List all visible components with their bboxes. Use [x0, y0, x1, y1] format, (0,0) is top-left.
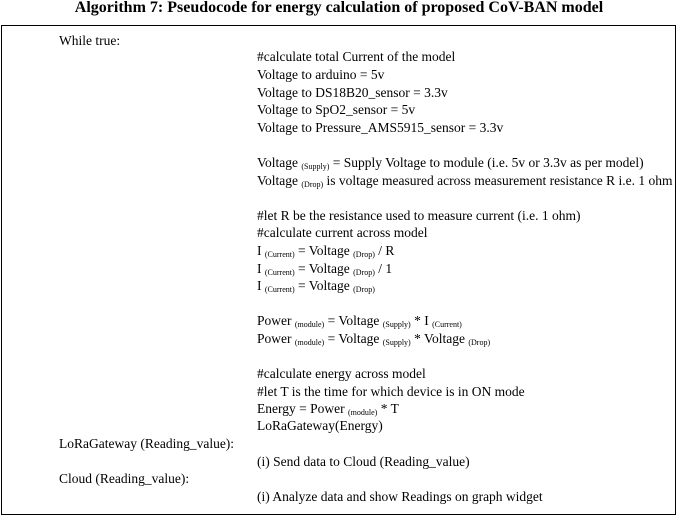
lora-energy-call: LoRaGateway(Energy)	[257, 418, 383, 433]
current-eq-2: I $_{(Current)}$ = Voltage $_{(Drop)}$ / 1	[257, 261, 393, 277]
power-eq-2: Power $_{(module)}$ = Voltage $_{(Supply)}$ * Voltage $_{(Drop)}$	[257, 331, 491, 347]
voltage-drop-def: Voltage $_{(Drop)}$ is voltage measured across measurement resistance R i.e. 1 ohm	[257, 173, 673, 189]
while-true-line: While true:	[59, 33, 121, 48]
voltage-supply-def: Voltage $_{(Supply)}$ = Supply Voltage to module (i.e. 5v or 3.3v as per model)	[257, 155, 644, 171]
algorithm-title: Algorithm 7: Pseudocode for energy calculation of proposed CoV-BAN model	[74, 0, 604, 16]
cloud-header: Cloud (Reading_value):	[59, 471, 190, 486]
power-eq-1: Power $_{(module)}$ = Voltage $_{(Supply)}$ * I $_{(Current)}$	[257, 313, 462, 329]
comment-calc-energy: #calculate energy across model	[257, 366, 426, 381]
current-eq-3: I $_{(Current)}$ = Voltage $_{(Drop)}$	[257, 278, 375, 294]
comment-resistance: #let R be the resistance used to measure current (i.e. 1 ohm)	[257, 208, 581, 223]
lora-gateway-header: LoRaGateway (Reading_value):	[59, 436, 235, 451]
voltage-ds18b20-line: Voltage to DS18B20_sensor = 3.3v	[257, 85, 448, 100]
cloud-analyze-step: (i) Analyze data and show Readings on graph widget	[257, 489, 543, 504]
current-eq-1: I $_{(Current)}$ = Voltage $_{(Drop)}$ / R	[257, 243, 395, 259]
lora-send-step: (i) Send data to Cloud (Reading_value)	[257, 454, 470, 469]
voltage-spo2-line: Voltage to SpO2_sensor = 5v	[257, 102, 416, 117]
comment-time-on: #let T is the time for which device is in ON mode	[257, 384, 525, 399]
comment-calc-current: #calculate total Current of the model	[257, 49, 456, 64]
energy-eq: Energy = Power $_{(module)}$ * T	[257, 401, 399, 417]
voltage-pressure-line: Voltage to Pressure_AMS5915_sensor = 3.3v	[257, 120, 504, 135]
voltage-arduino-line: Voltage to arduino = 5v	[257, 67, 385, 82]
comment-calc-current-model: #calculate current across model	[257, 225, 428, 240]
